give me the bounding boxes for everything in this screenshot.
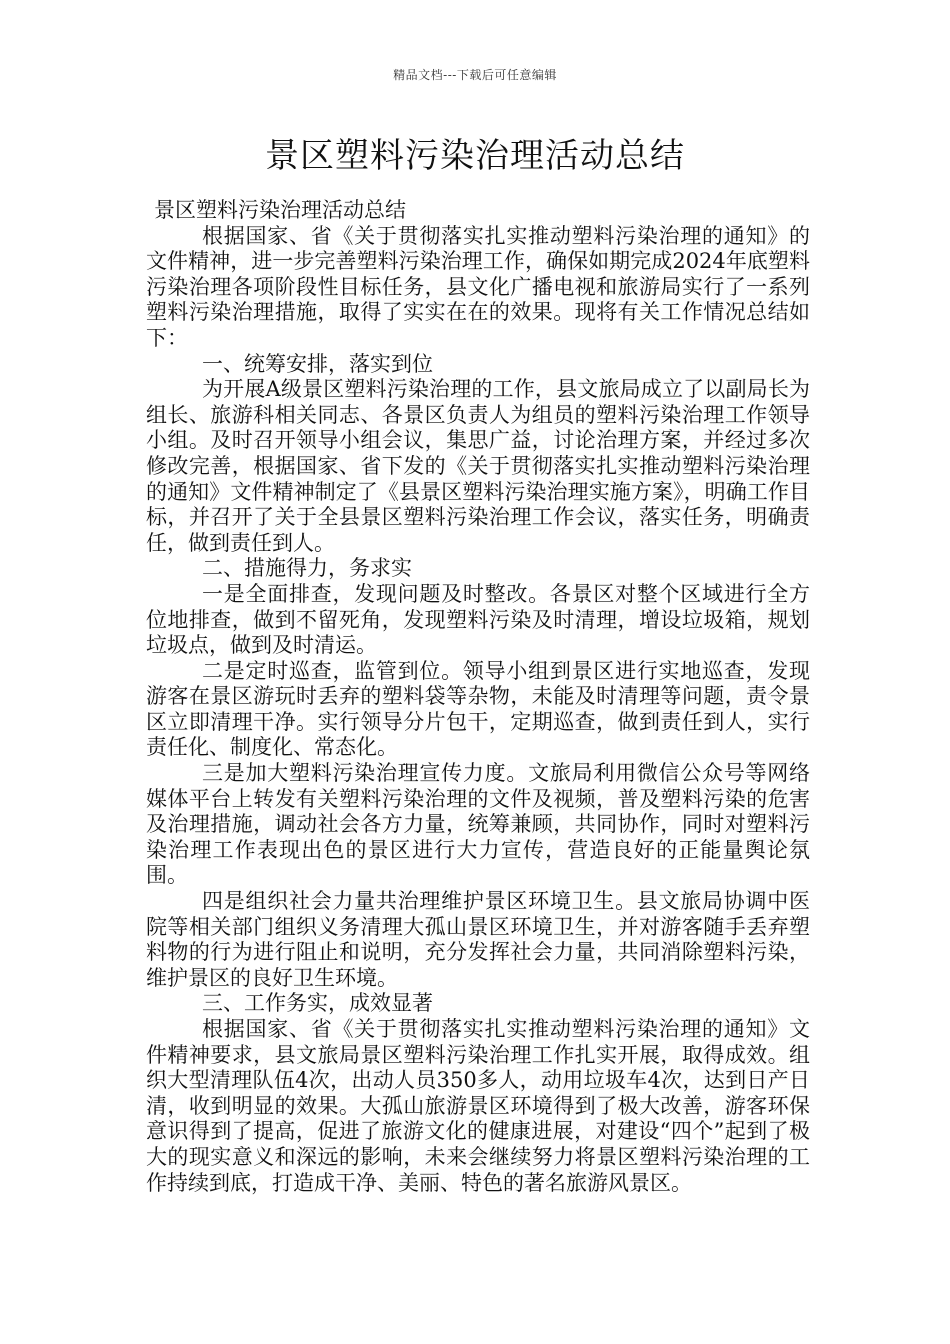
intro-paragraph: 根据国家、省《关于贯彻落实扎实推动塑料污染治理的通知》的文件精神，进一步完善塑料污染治理工作，确保如期完成2024年底塑料污染治理各项阶段性目标任务，县文化广播电视和旅游局实行了一系列塑料污染治理措施，取得了实实在在的效果。现将有关工作情况总结如下： bbox=[146, 223, 810, 350]
section-heading-2: 二、措施得力，务求实 bbox=[202, 556, 412, 581]
page-header: 精品文档---下载后可任意编辑 bbox=[393, 68, 557, 82]
measure-2-paragraph: 二是定时巡查，监管到位。领导小组到景区进行实地巡查，发现游客在景区游玩时丢弃的塑料袋等杂物，未能及时清理等问题，责令景区立即清理干净。实行领导分片包干，定期巡查，做到责任到人，实行责任化、制度化、常态化。 bbox=[146, 658, 810, 760]
document-subtitle: 景区塑料污染治理活动总结 bbox=[154, 198, 406, 222]
document-title: 景区塑料污染治理活动总结 bbox=[265, 136, 685, 176]
section-heading-1: 一、统筹安排，落实到位 bbox=[202, 351, 433, 376]
section-1-paragraph: 为开展A级景区塑料污染治理的工作，县文旅局成立了以副局长为组长、旅游科相关同志、各景区负责人为组员的塑料污染治理工作领导小组。及时召开领导小组会议，集思广益，讨论治理方案，并经过多次修改完善，根据国家、省下发的《关于贯彻落实扎实推动塑料污染治理的通知》文件精神制定了《县景区塑料污染治理实施方案》，明确工作目标，并召开了关于全县景区塑料污染治理工作会议，落实任务，明确责任，做到责任到人。 bbox=[146, 377, 810, 555]
conclusion-paragraph: 根据国家、省《关于贯彻落实扎实推动塑料污染治理的通知》文件精神要求，县文旅局景区塑料污染治理工作扎实开展，取得成效。组织大型清理队伍4次，出动人员350多人，动用垃圾车4次，达到日产日清，收到明显的效果。大孤山旅游景区环境得到了极大改善，游客环保意识得到了提高，促进了旅游文化的健康进展，对建设“四个”起到了极大的现实意义和深远的影响，未来会继续努力将景区塑料污染治理的工作持续到底，打造成干净、美丽、特色的著名旅游风景区。 bbox=[146, 1017, 810, 1195]
section-heading-3: 三、工作务实，成效显著 bbox=[202, 991, 433, 1016]
measure-4-paragraph: 四是组织社会力量共治理维护景区环境卫生。县文旅局协调中医院等相关部门组织义务清理大孤山景区环境卫生，并对游客随手丢弃塑料物的行为进行阻止和说明，充分发挥社会力量，共同消除塑料污染，维护景区的良好卫生环境。 bbox=[146, 889, 810, 990]
measure-1-paragraph: 一是全面排查，发现问题及时整改。各景区对整个区域进行全方位地排查，做到不留死角，发现塑料污染及时清理，增设垃圾箱，规划垃圾点，做到及时清运。 bbox=[146, 581, 810, 658]
document-body bbox=[146, 198, 810, 1196]
measure-3-paragraph: 三是加大塑料污染治理宣传力度。文旅局利用微信公众号等网络媒体平台上转发有关塑料污染治理的文件及视频，普及塑料污染的危害及治理措施，调动社会各方力量，统筹兼顾，共同协作，同时对塑料污染治理工作表现出色的景区进行大力宣传，营造良好的正能量舆论氛围。 bbox=[146, 761, 810, 888]
